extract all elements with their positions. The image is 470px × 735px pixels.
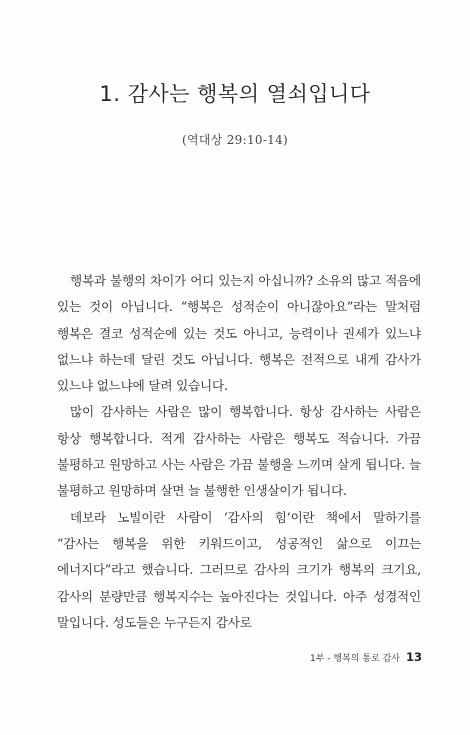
page-footer xyxy=(310,650,422,664)
chapter-title: 1. 감사는 행복의 열쇠입니다 xyxy=(99,82,371,106)
footer-section-title: 1부 - 행복의 통로 감사 xyxy=(310,654,400,664)
paragraph-2: 많이 감사하는 사람은 많이 행복합니다. 항상 감사하는 사람은 항상 행복합니다. 적게 감사하는 사람은 행복도 적습니다. 가끔 불평하고 원망하고 사는 사람은 가끔 불행을 느끼며 살게 됩니다. 늘 불평하고 원망하며 살면 늘 불행한 인생살이가 됩니다. xyxy=(57,404,421,499)
paragraph-3: 데보라 노빌이란 사람이 ‘감사의 힘’이란 책에서 말하기를 “감사는 행복을 위한 키워드이고, 성공적인 삶으로 이끄는 에너지다”라고 했습니다. 그러므로 감사의 크기가 행복의 크기요, 감사의 분량만큼 행복지수는 높아진다는 것입니다. 아주 성경적인 말입니다. 성도들은 누구든지 감사로 xyxy=(57,509,421,630)
scripture-reference: (역대상 29:10-14) xyxy=(181,133,289,147)
paragraph-1: 행복과 불행의 차이가 어디 있는지 아십니까? 소유의 많고 적음에 있는 것이 아닙니다. “행복은 성적순이 아니잖아요”라는 말처럼 행복은 결코 성적순에 있는 것도 아니고, 능력이나 권세가 있느냐 없느냐 하는데 달린 것도 아닙니다. 행복은 전적으로 내게 감사가 있느냐 없느냐에 달려 있습니다. xyxy=(57,273,421,394)
page-number: 13 xyxy=(405,650,422,664)
body-text xyxy=(57,268,421,636)
